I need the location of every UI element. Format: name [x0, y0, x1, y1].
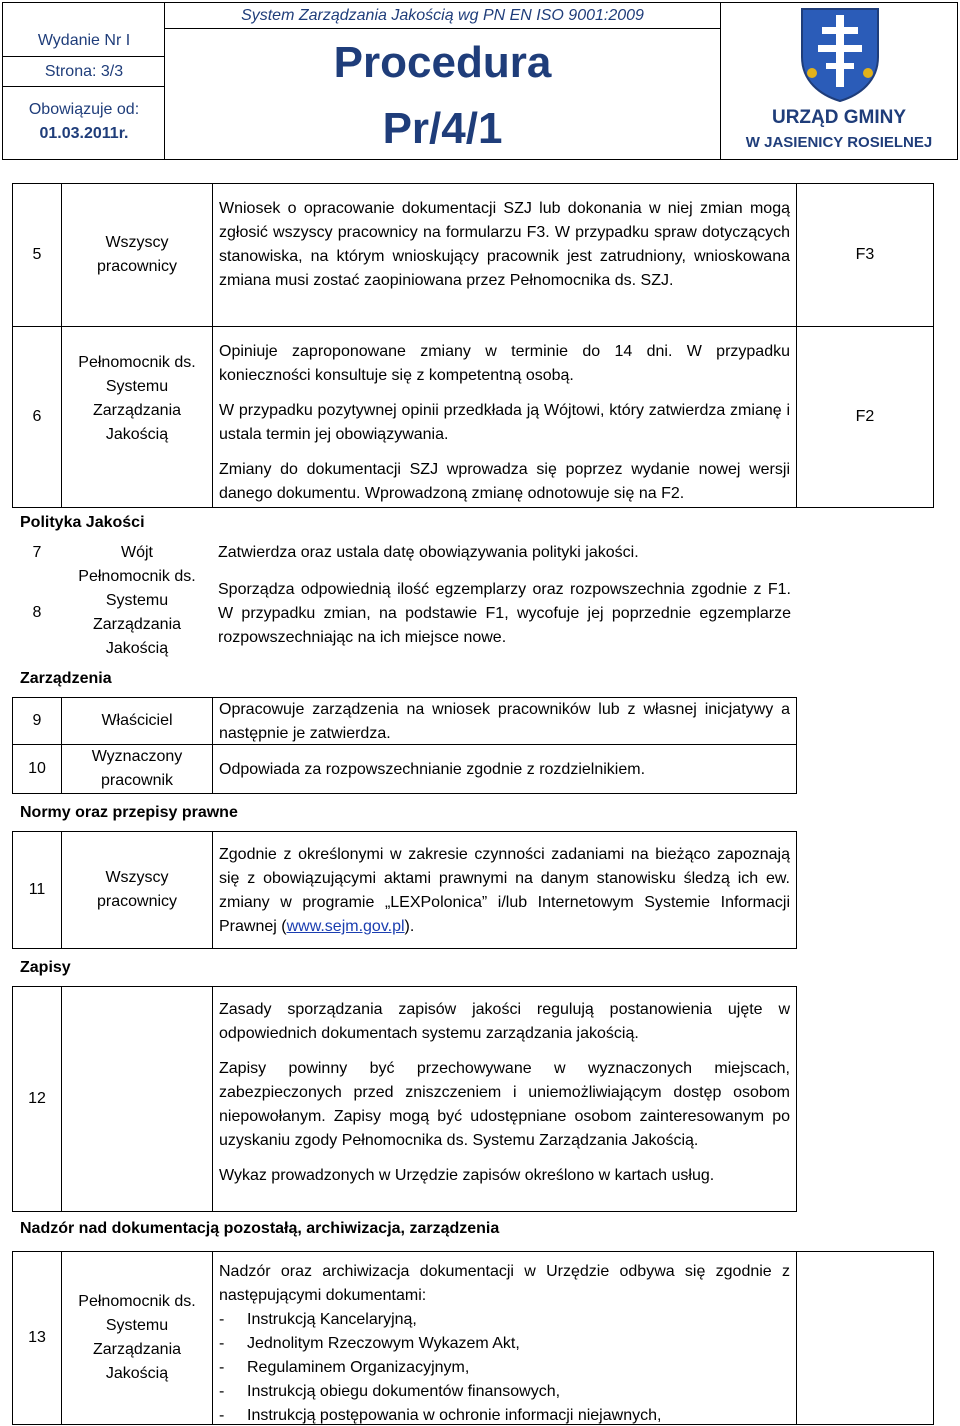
coat-of-arms-icon [798, 5, 882, 103]
page-label: Strona: 3/3 [3, 57, 165, 87]
row-5-responsible-text: Wszyscy pracownicy [96, 234, 178, 275]
row-10-text: Odpowiada za rozpowszechnianie zgodnie z rozdzielnikiem. [219, 761, 646, 778]
section-supervision: Nadzór nad dokumentacją pozostałą, archiwizacja, zarządzenia [20, 1220, 500, 1237]
row-13-responsible [61, 1251, 213, 1425]
row-7-text: Zatwierdza oraz ustala datę obowiązywania polityki jakości. [218, 544, 639, 561]
row-5-text: Wniosek o opracowanie dokumentacji SZJ lub dokonania w niej zmian mogą zgłosić wszyscy pracownicy na formularzu F3. W przypadku spraw dotyczących stanowiska, na którym wnioskujący pracownik jest zatrudniony, wnioskowana zmiana musi zostać zaopiniowana przez Pełnomocnika ds. SZJ. [219, 200, 790, 289]
row-9-description [212, 697, 797, 745]
row-13-form-ref [796, 1251, 934, 1425]
list-item-text: Instrukcją obiegu dokumentów finansowych, [247, 1383, 561, 1400]
list-dash: - [219, 1359, 225, 1376]
list-item [219, 1332, 790, 1356]
row-9-responsible: Właściciel [61, 697, 213, 745]
row-11-number: 11 [12, 831, 62, 949]
row-11-responsible [61, 831, 213, 949]
row-6-paragraph-3: Zmiany do dokumentacji SZJ wprowadza się poprzez wydanie nowej wersji danego dokumentu. Wprowadzoną zmianę odnotowuje się na F2. [219, 461, 790, 502]
row-10-number: 10 [12, 744, 62, 794]
row-6-description [212, 326, 797, 508]
list-dash: - [219, 1407, 225, 1424]
row-8-text: Sporządza odpowiednią ilość egzemplarzy oraz rozpowszechnia zgodnie z F1. W przypadku zmian, na podstawie F1, wycofuje jej poprzednie egzemplarze rozpowszechniając na ich miejsce nowe. [218, 581, 791, 646]
office-name-line2: W JASIENICY ROSIELNEJ [745, 134, 933, 151]
section-orders: Zarządzenia [20, 670, 112, 687]
row-5-form-ref: F3 [796, 183, 934, 327]
office-name-line1: URZĄD GMINY [771, 107, 907, 128]
row-5-number: 5 [12, 183, 62, 327]
list-item-text: Instrukcją Kancelaryjną, [247, 1311, 417, 1328]
row-6-number: 6 [12, 326, 62, 508]
row-13-number: 13 [12, 1251, 62, 1425]
row-5-description [212, 183, 797, 327]
row-10-responsible-text: Wyznaczony pracownik [91, 748, 183, 789]
row-11-description [212, 831, 797, 949]
section-quality-policy: Polityka Jakości [20, 514, 145, 531]
row-7-responsible: Wójt [121, 544, 153, 561]
row-7-number: 7 [32, 544, 42, 561]
row-11-text: Zgodnie z określonymi w zakresie czynności zadaniami na bieżąco zapoznają się z obowiązującymi aktami prawnymi na danym stanowisku śledzą ich ew. zmiany w programie „LEXPolonica” i/lub Internetowym Systemie Informacji Prawnej ( [219, 846, 790, 935]
valid-from-label: Obowiązuje od: [28, 101, 140, 118]
row-11-text-end: ). [404, 918, 415, 935]
document-header [2, 2, 958, 160]
row-6-paragraph-1: Opiniuje zaproponowane zmiany w terminie do 14 dni. W przypadku konieczności konsultuje się z kompetentną osobą. [219, 343, 790, 384]
row-6-form-ref: F2 [796, 326, 934, 508]
sejm-link[interactable]: www.sejm.gov.pl [286, 918, 405, 935]
procedure-label: Procedura [333, 38, 552, 87]
row-9-text: Opracowuje zarządzenia na wniosek pracowników lub z własnej inicjatywy a następnie je zatwierdza. [219, 701, 790, 742]
header-info-column [3, 3, 165, 159]
list-dash: - [219, 1335, 225, 1352]
system-title: System Zarządzania Jakością wg PN EN ISO 9001:2009 [165, 3, 721, 29]
row-8-description [212, 578, 797, 650]
list-item [219, 1404, 790, 1426]
row-12-paragraph-2: Zapisy powinny być przechowywane w wyznaczonych miejscach, zabezpieczonych przed zniszczeniem i uniemożliwiającym dostęp osobom niepowołanym. Zapisy mogą być udostępniane osobom zainteresowanym po uzyskaniu zgody Pełnomocnika ds. Systemu Zarządzania Jakością. [219, 1060, 790, 1149]
row-13-responsible-text: Pełnomocnik ds. Systemu Zarządzania Jakością [78, 1293, 196, 1382]
valid-from-date: 01.03.2011r. [39, 125, 129, 142]
edition-label: Wydanie Nr I [3, 25, 165, 57]
row-11-responsible-text: Wszyscy pracownicy [96, 869, 178, 910]
list-item [219, 1380, 790, 1404]
row-8-number: 8 [32, 604, 42, 621]
row-12-responsible [61, 986, 213, 1212]
row-8-responsible [61, 566, 213, 660]
list-item [219, 1308, 790, 1332]
valid-from [3, 98, 165, 146]
row-13-intro: Nadzór oraz archiwizacja dokumentacji w Urzędzie odbywa się zgodnie z następującymi dokumentami: [219, 1263, 790, 1304]
list-item-text: Instrukcją postępowania w ochronie informacji niejawnych, [247, 1407, 662, 1424]
list-dash: - [219, 1311, 225, 1328]
row-9-number: 9 [12, 697, 62, 745]
row-5-responsible [61, 183, 213, 327]
list-item-text: Regulaminem Organizacyjnym, [247, 1359, 470, 1376]
row-10-responsible [61, 744, 213, 794]
section-standards: Normy oraz przepisy prawne [20, 804, 238, 821]
row-12-paragraph-1: Zasady sporządzania zapisów jakości regulują postanowienia ujęte w odpowiednich dokumentach systemu zarządzania jakością. [219, 1001, 790, 1042]
list-dash: - [219, 1383, 225, 1400]
row-6-responsible [61, 326, 213, 508]
row-10-description [212, 744, 797, 794]
row-12-description [212, 986, 797, 1212]
list-item-text: Jednolitym Rzeczowym Wykazem Akt, [247, 1335, 520, 1352]
office-logo [721, 3, 957, 159]
row-12-paragraph-3: Wykaz prowadzonych w Urzędzie zapisów określono w kartach usług. [219, 1167, 715, 1184]
list-item [219, 1356, 790, 1380]
row-8-responsible-text: Pełnomocnik ds. Systemu Zarządzania Jakością [78, 568, 196, 657]
row-12-number: 12 [12, 986, 62, 1212]
section-records: Zapisy [20, 959, 71, 976]
row-11-paragraph [219, 843, 790, 939]
row-13-description [212, 1251, 797, 1425]
procedure-number: Pr/4/1 [382, 104, 503, 153]
row-6-paragraph-2: W przypadku pozytywnej opinii przedkłada ją Wójtowi, który zatwierdza zmianę i ustala termin jej obowiązywania. [219, 402, 790, 443]
procedure-title [165, 29, 721, 159]
row-6-responsible-text: Pełnomocnik ds. Systemu Zarządzania Jakością [78, 354, 196, 443]
